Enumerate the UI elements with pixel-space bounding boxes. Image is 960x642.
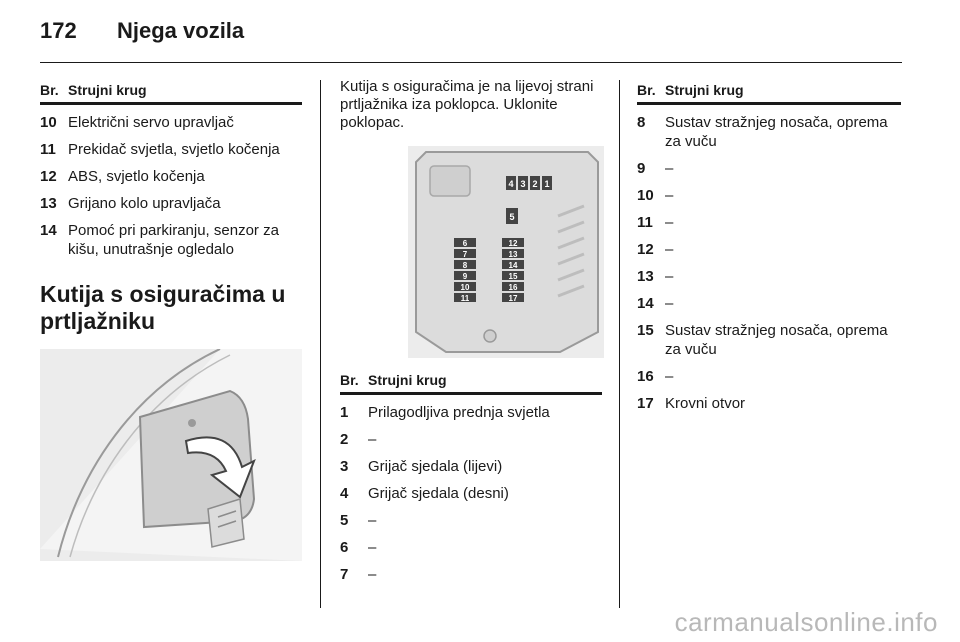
- row-text: Pomoć pri parkiranju, senzor za kišu, unutrašnje ogledalo: [68, 222, 279, 258]
- row-text: Grijač sjedala (desni): [368, 485, 509, 502]
- table-row: [40, 113, 302, 132]
- table-row: [637, 294, 901, 313]
- column-left: [40, 82, 302, 561]
- table-row: [340, 565, 602, 584]
- row-text: –: [665, 295, 674, 312]
- row-number: 13: [40, 195, 57, 212]
- table-row: [340, 457, 602, 476]
- fuse-label: 9: [462, 272, 468, 281]
- table-row: [637, 367, 901, 386]
- row-text: Prilagodljiva prednja svjetla: [368, 404, 550, 421]
- row-number: 8: [637, 114, 646, 131]
- row-text: –: [665, 160, 674, 177]
- fuse-label: 17: [508, 294, 518, 303]
- trunk-illustration: [40, 349, 302, 561]
- fuse-label: 13: [508, 250, 518, 259]
- fuse-label: 8: [462, 261, 468, 270]
- row-text: –: [665, 241, 674, 258]
- fuse-label: 2: [532, 179, 538, 189]
- row-text: Sustav stražnjeg nosača, oprema za vuču: [665, 114, 888, 150]
- table-header-number: Br.: [637, 82, 656, 98]
- table-row: [637, 321, 901, 359]
- table-header-number: Br.: [340, 372, 359, 388]
- fuse-label: 3: [520, 179, 526, 189]
- cover-screw: [188, 419, 196, 427]
- table-row: [340, 430, 602, 449]
- fuse-label: 1: [544, 179, 550, 189]
- table-header-circuit: Strujni krug: [68, 82, 147, 98]
- row-number: 11: [40, 141, 56, 158]
- table-row: [40, 194, 302, 213]
- housing-clip: [430, 166, 470, 196]
- row-text: –: [368, 566, 377, 583]
- row-text: Grijač sjedala (lijevi): [368, 458, 503, 475]
- column-divider-2: [619, 80, 620, 608]
- row-number: 2: [340, 431, 349, 448]
- row-number: 11: [637, 214, 653, 231]
- row-text: Sustav stražnjeg nosača, oprema za vuču: [665, 322, 888, 358]
- table-row: [637, 267, 901, 286]
- table-row: [637, 159, 901, 178]
- fuse-label: 16: [508, 283, 518, 292]
- row-text: –: [368, 539, 377, 556]
- table-header-circuit: Strujni krug: [665, 82, 744, 98]
- row-number: 17: [637, 395, 654, 412]
- table-row: [637, 113, 901, 151]
- table-header-number: Br.: [40, 82, 59, 98]
- row-number: 6: [340, 539, 349, 556]
- fuse-label: 6: [462, 239, 468, 248]
- watermark: carmanualsonline.info: [674, 607, 938, 637]
- row-number: 13: [637, 268, 654, 285]
- row-number: 12: [40, 168, 57, 185]
- row-text: Prekidač svjetla, svjetlo kočenja: [68, 141, 280, 158]
- column-divider-1: [320, 80, 321, 608]
- row-text: –: [665, 368, 674, 385]
- page-title: Njega vozila: [117, 18, 245, 43]
- row-text: Grijano kolo upravljača: [68, 195, 221, 212]
- row-text: –: [368, 512, 377, 529]
- row-number: 16: [637, 368, 654, 385]
- row-number: 9: [637, 160, 646, 177]
- row-number: 1: [340, 404, 349, 421]
- table-header: [40, 82, 302, 105]
- table-row: [637, 394, 901, 413]
- table-header: [637, 82, 901, 105]
- row-text: –: [665, 214, 674, 231]
- row-text: –: [665, 187, 674, 204]
- table-row: [340, 538, 602, 557]
- table-row: [40, 140, 302, 159]
- fuse-box-diagram: [408, 146, 604, 358]
- row-text: Krovni otvor: [665, 395, 746, 412]
- row-number: 14: [40, 222, 57, 239]
- header-rule: [40, 62, 902, 63]
- table-header-circuit: Strujni krug: [368, 372, 447, 388]
- table-row: [340, 403, 602, 422]
- fuse-label: 14: [508, 261, 518, 270]
- row-text: Električni servo upravljač: [68, 114, 234, 131]
- fuse-label: 4: [508, 179, 514, 189]
- row-number: 3: [340, 458, 349, 475]
- row-number: 10: [40, 114, 57, 131]
- table-row: [340, 484, 602, 503]
- table-row: [637, 213, 901, 232]
- section-heading: Kutija s osiguračima u prtljažniku: [40, 281, 286, 334]
- page-number: 172: [40, 18, 77, 43]
- row-number: 7: [340, 566, 349, 583]
- row-number: 5: [340, 512, 349, 529]
- table-row: [637, 240, 901, 259]
- table-row: [40, 221, 302, 259]
- row-number: 4: [340, 485, 349, 502]
- table-row: [340, 511, 602, 530]
- row-text: ABS, svjetlo kočenja: [68, 168, 205, 185]
- table-row: [637, 186, 901, 205]
- column-middle: [340, 78, 602, 584]
- fuse-label: 11: [460, 294, 470, 303]
- row-number: 10: [637, 187, 654, 204]
- fuse-label: 15: [508, 272, 518, 281]
- row-text: –: [368, 431, 377, 448]
- row-number: 15: [637, 322, 654, 339]
- row-text: –: [665, 268, 674, 285]
- table-row: [40, 167, 302, 186]
- table-header: [340, 372, 602, 395]
- fuse-label: 5: [509, 212, 515, 222]
- housing-screw: [484, 330, 496, 342]
- row-number: 12: [637, 241, 654, 258]
- fuse-label: 12: [508, 239, 518, 248]
- fuse-label: 10: [460, 283, 470, 292]
- column-right: [637, 82, 901, 413]
- row-number: 14: [637, 295, 654, 312]
- intro-paragraph: Kutija s osiguračima je na lijevoj strani prtljažnika iza poklopca. Uklonite poklopac.: [340, 78, 594, 131]
- fuse-label: 7: [462, 250, 468, 259]
